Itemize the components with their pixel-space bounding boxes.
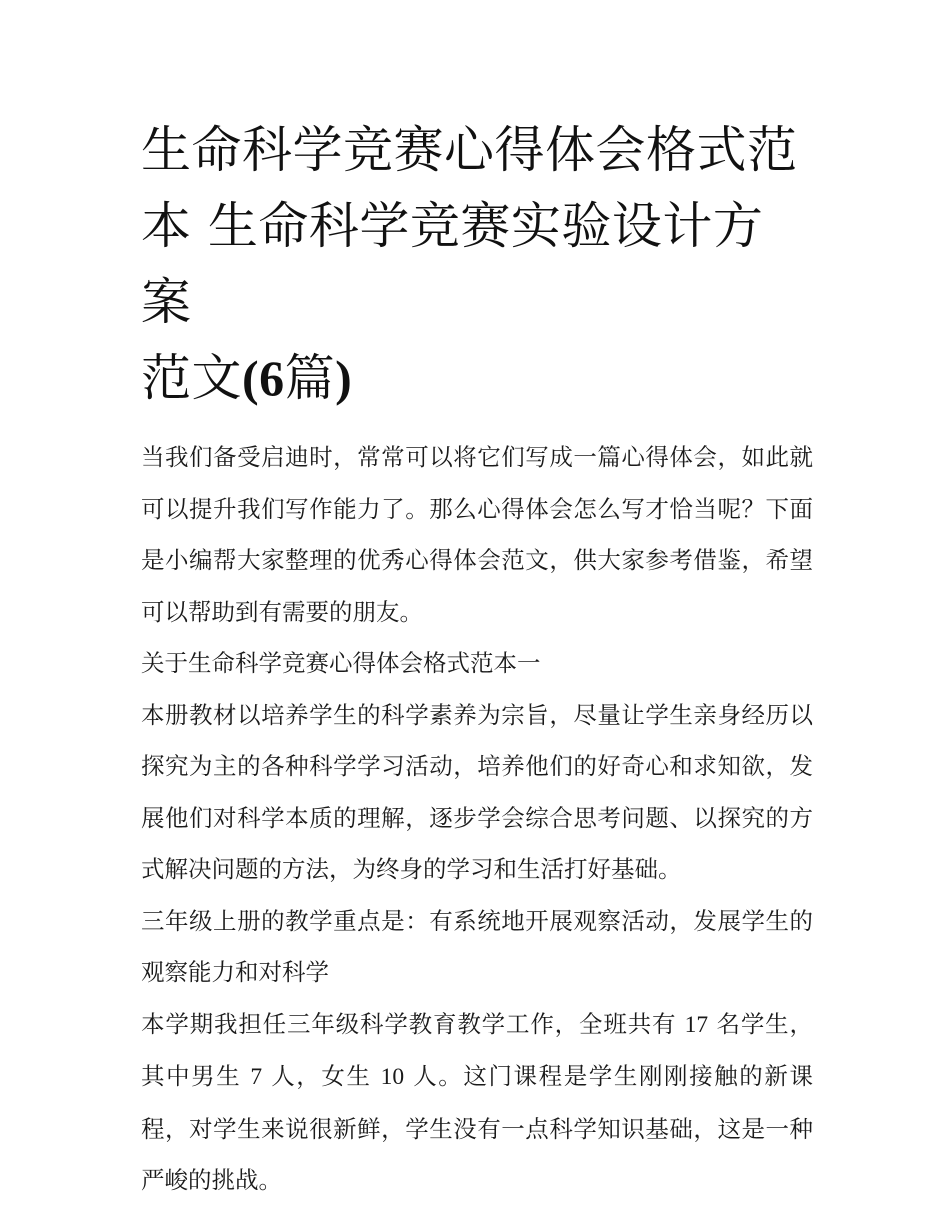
boys-count: 7 [250, 1064, 263, 1090]
paragraph-3-part-3: 人，女生 [271, 1062, 372, 1090]
paragraph-3-part-4: 人。这门课程是学生刚刚接触的新课程，对学生来说很新鲜，学生没有一点科学知识基础，这是一种严峻的挑战。 [141, 1062, 813, 1194]
document-title [141, 112, 813, 416]
title-count-unit: 篇 [284, 349, 336, 407]
document-body [141, 432, 813, 1207]
intro-paragraph: 当我们备受启迪时，常常可以将它们写成一篇心得体会，如此就可以提升我们写作能力了。那么心得体会怎么写才恰当呢？下面是小编帮大家整理的优秀心得体会范文，供大家参考借鉴，希望可以帮助到有需要的朋友。 [141, 443, 813, 626]
title-count-open: (6 [242, 350, 285, 406]
paragraph-1: 本册教材以培养学生的科学素养为宗旨，尽量让学生亲身经历以探究为主的各种科学学习活动，培养他们的好奇心和求知欲，发展他们对科学本质的理解，逐步学会综合思考问题、以探究的方式解决问题的方法，为终身的学习和生活打好基础。 [141, 700, 813, 883]
title-line-1: 生命科学竞赛心得体会格式范 [141, 121, 798, 179]
paragraph-3 [141, 999, 813, 1207]
paragraph-3-part-2: 名学生，其中男生 [141, 1009, 813, 1090]
document-page [141, 112, 813, 1207]
title-line-2: 本 生命科学竞赛实验设计方案 [141, 197, 764, 331]
section-heading: 关于生命科学竞赛心得体会格式范本一 [141, 649, 541, 677]
paragraph-2: 三年级上册的教学重点是：有系统地开展观察活动，发展学生的观察能力和对科学 [141, 906, 813, 986]
title-line-3: 范文 [141, 349, 242, 407]
paragraph-3-part-1: 本学期我担任三年级科学教育教学工作，全班共有 [141, 1009, 677, 1038]
title-count-close: ) [335, 350, 353, 406]
girls-count: 10 [380, 1064, 405, 1090]
student-total: 17 [684, 1011, 709, 1038]
